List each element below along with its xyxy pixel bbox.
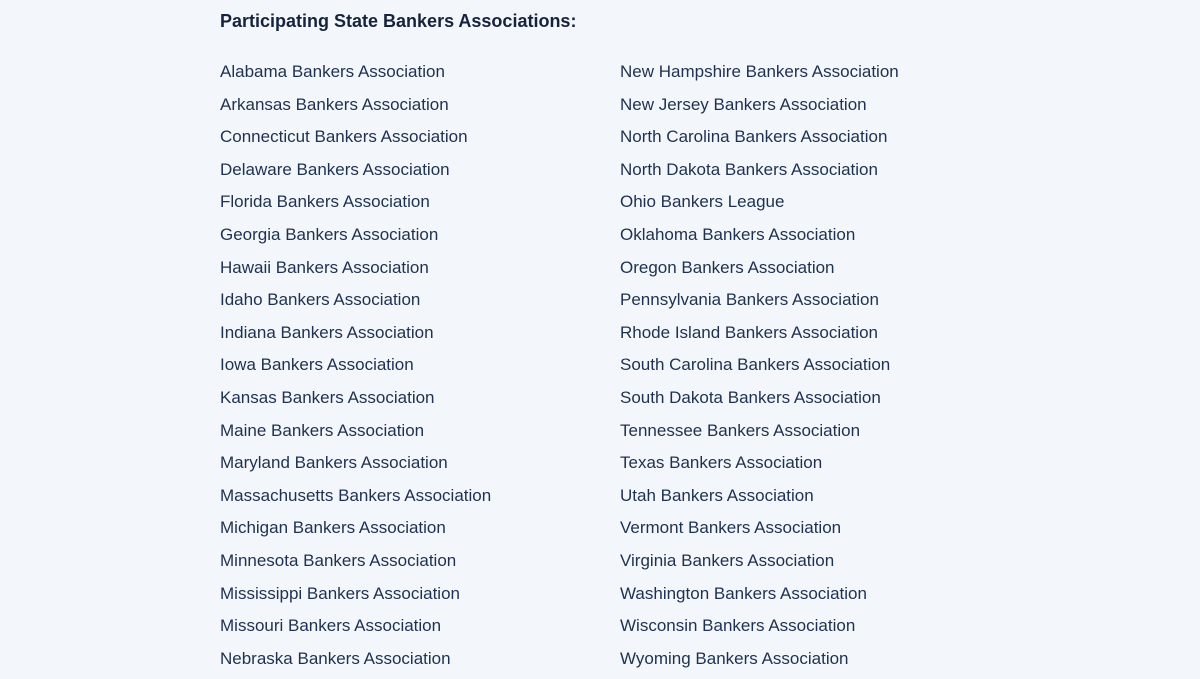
association-list-item: Maryland Bankers Association: [220, 453, 448, 473]
association-list-item: Missouri Bankers Association: [220, 616, 442, 636]
association-list-item: Michigan Bankers Association: [220, 518, 446, 538]
association-list-item: Tennessee Bankers Association: [620, 420, 861, 440]
association-list-item: Wyoming Bankers Association: [620, 648, 849, 668]
association-list-item: Washington Bankers Association: [620, 583, 867, 603]
associations-list-right: [620, 60, 899, 679]
association-list-item: Arkansas Bankers Association: [220, 94, 449, 114]
association-list-item: Connecticut Bankers Association: [220, 127, 468, 147]
association-list-item: South Dakota Bankers Association: [620, 387, 881, 407]
association-list-item: Nebraska Bankers Association: [220, 648, 451, 668]
associations-list-left: [220, 60, 491, 679]
association-list-item: Georgia Bankers Association: [220, 224, 439, 244]
association-list-item: North Dakota Bankers Association: [620, 159, 878, 179]
association-list-item: Rhode Island Bankers Association: [620, 322, 878, 342]
association-list-item: Oregon Bankers Association: [620, 257, 835, 277]
association-list-item: Massachusetts Bankers Association: [220, 485, 492, 505]
association-list-item: New Jersey Bankers Association: [620, 94, 867, 114]
association-list-item: Idaho Bankers Association: [220, 290, 421, 310]
association-list-item: South Carolina Bankers Association: [620, 355, 891, 375]
association-list-item: Texas Bankers Association: [620, 453, 823, 473]
association-list-item: New Hampshire Bankers Association: [620, 62, 899, 81]
association-list-item: Hawaii Bankers Association: [220, 257, 429, 277]
association-list-item: Kansas Bankers Association: [220, 387, 435, 407]
association-list-item: Wisconsin Bankers Association: [620, 616, 856, 636]
association-list-item: Virginia Bankers Association: [620, 550, 835, 570]
association-list-item: Utah Bankers Association: [620, 485, 814, 505]
association-list-item: Indiana Bankers Association: [220, 322, 434, 342]
section-heading: Participating State Bankers Associations:: [220, 11, 577, 31]
association-list-item: Delaware Bankers Association: [220, 159, 450, 179]
association-list-item: Ohio Bankers League: [620, 192, 785, 212]
association-list-item: Maine Bankers Association: [220, 420, 425, 440]
association-list-item: Alabama Bankers Association: [220, 62, 445, 81]
association-list-item: Oklahoma Bankers Association: [620, 224, 856, 244]
association-list-item: Florida Bankers Association: [220, 192, 430, 212]
association-list-item: Pennsylvania Bankers Association: [620, 290, 879, 310]
association-list-item: Minnesota Bankers Association: [220, 550, 457, 570]
association-list-item: North Carolina Bankers Association: [620, 127, 888, 147]
association-list-item: Vermont Bankers Association: [620, 518, 842, 538]
association-list-item: Mississippi Bankers Association: [220, 583, 460, 603]
association-list-item: Iowa Bankers Association: [220, 355, 414, 375]
